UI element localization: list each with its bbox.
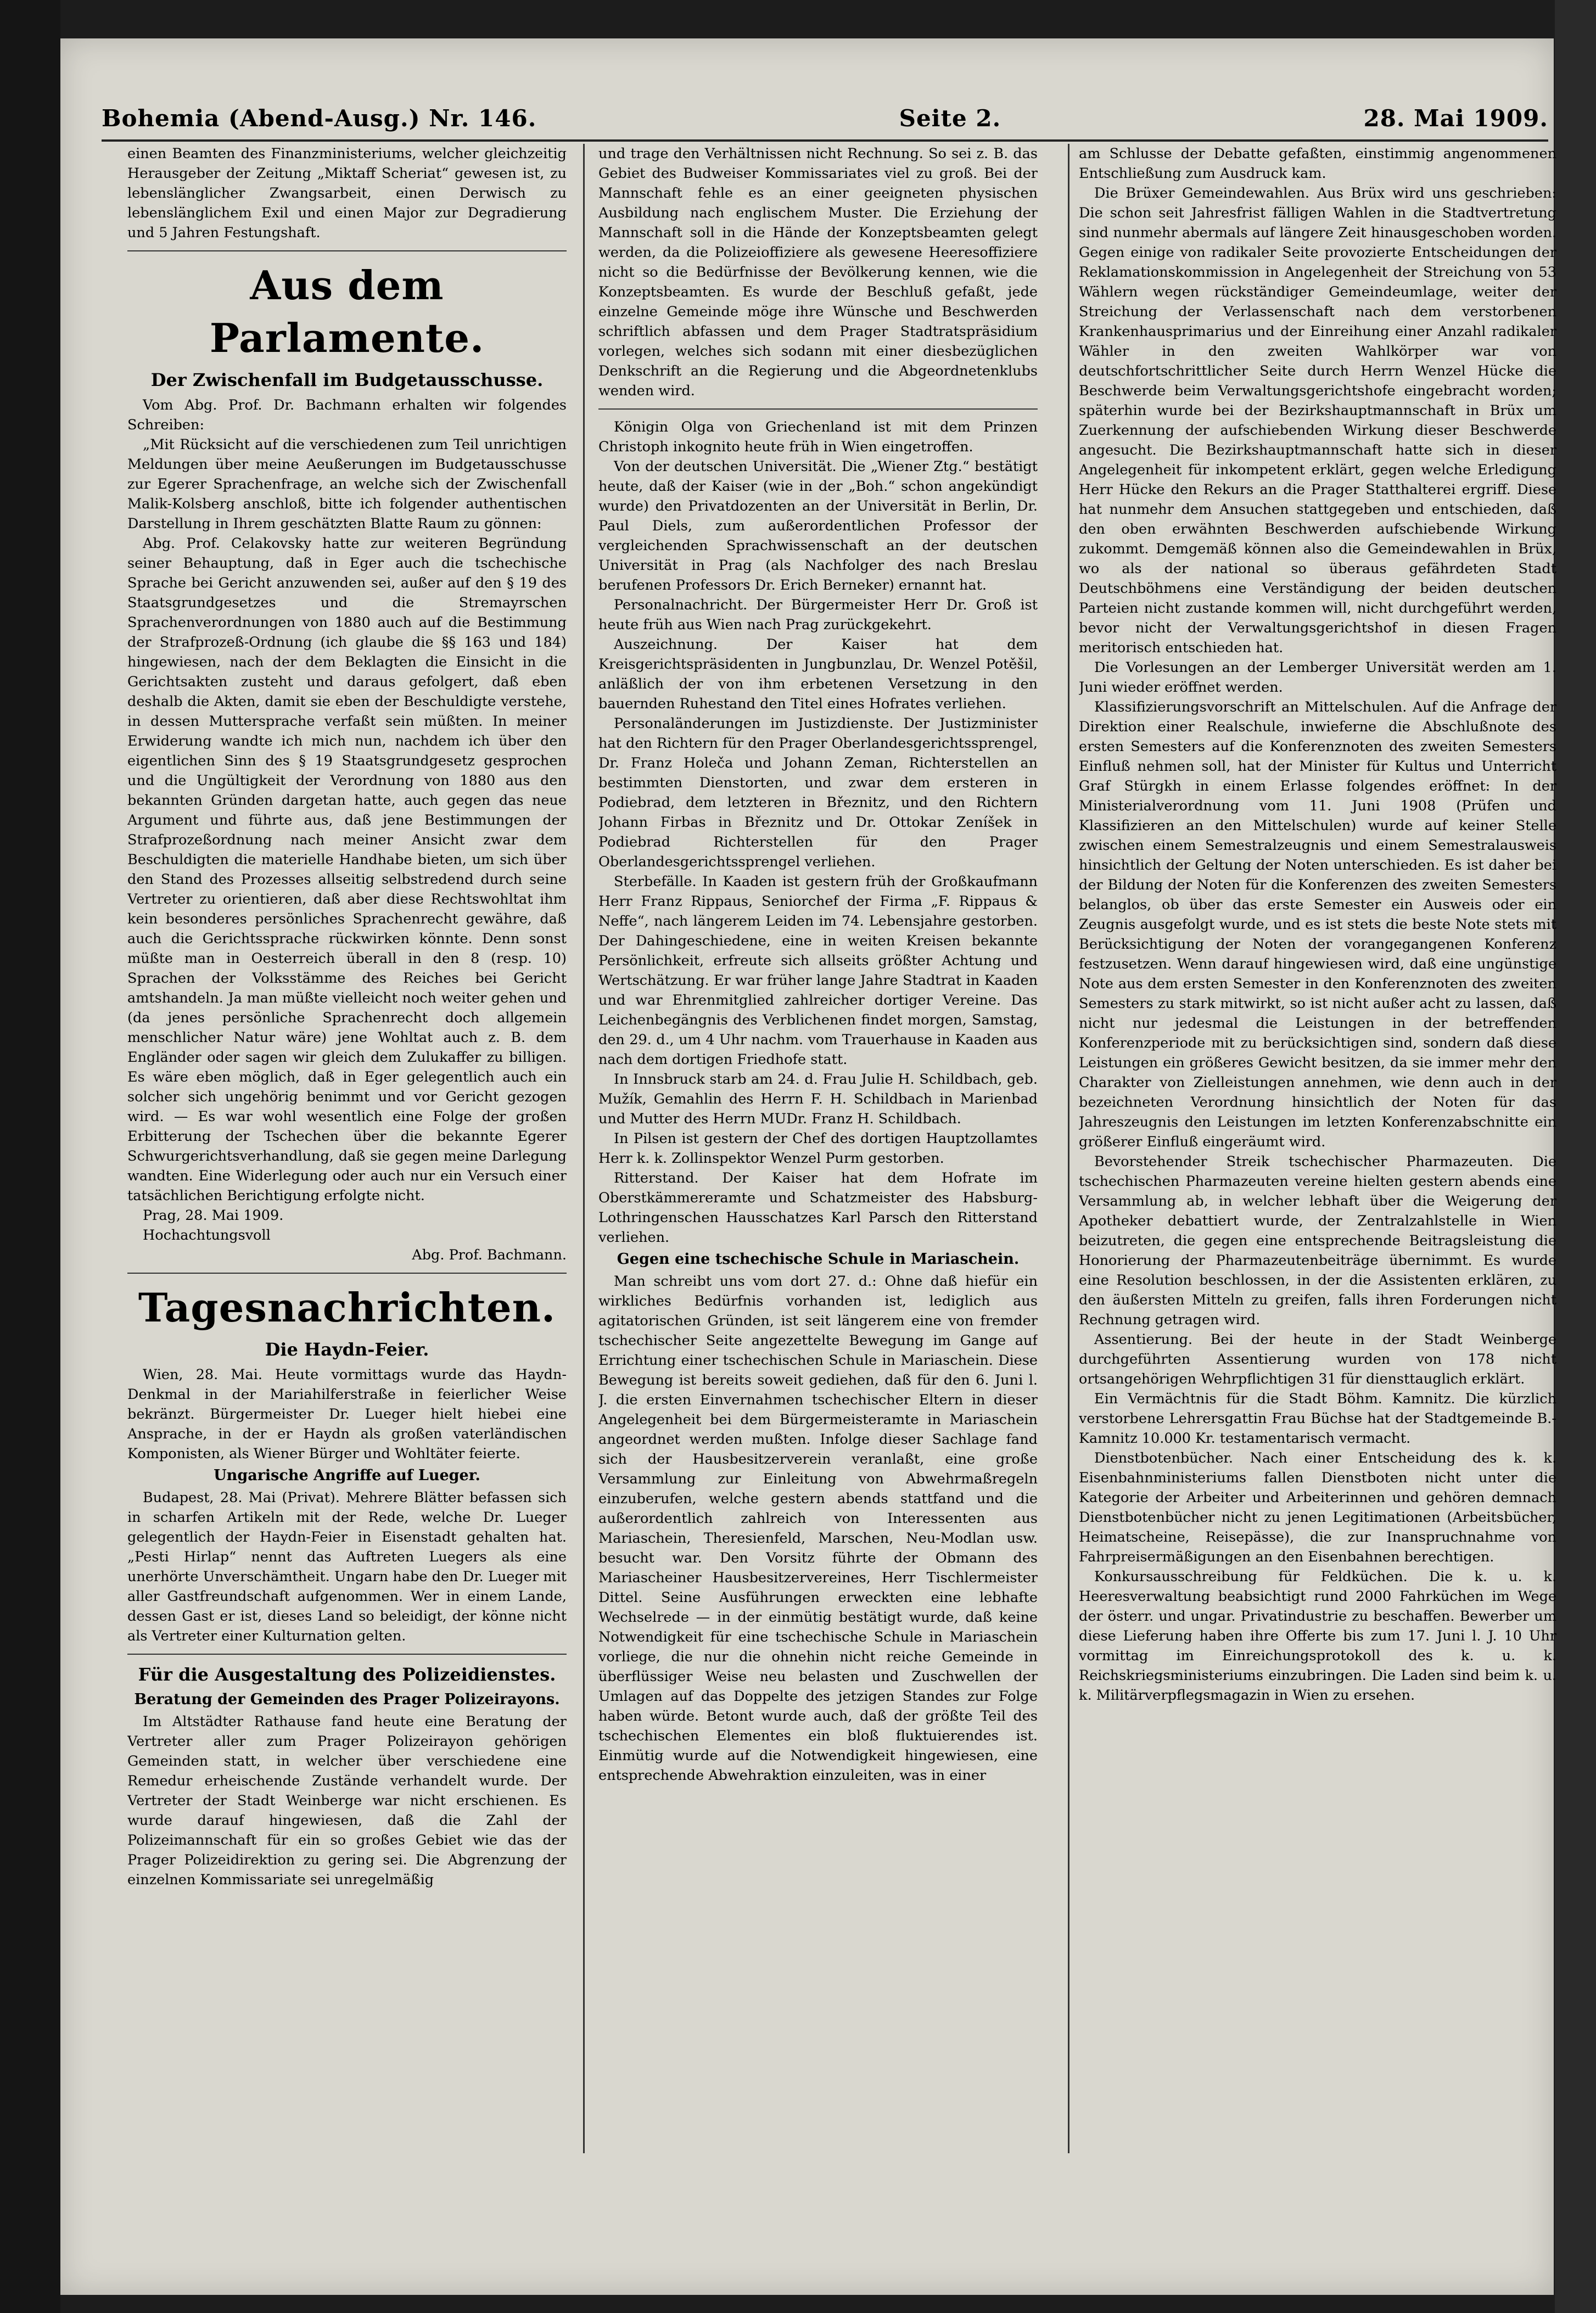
article-text: am Schlusse der Debatte gefaßten, einstimmig angenommenen Entschließung zum Ausdruck kam. — [1079, 145, 1556, 182]
column-rule-2 — [1068, 144, 1069, 2153]
article-text: und trage den Verhältnissen nicht Rechnung. So sei z. B. das Gebiet des Budweiser Kommissariates viel zu groß. Bei der Mannschaft fehle es an einer geeigneten physischen Ausbildung nach englischem Muster. Die Erziehung der Mannschaft soll in die Hände der Konzeptsbeamten gelegt werden, da die Polizeioffiziere als gewesene Heeresoffiziere nicht so die Bedürfnisse der Bevölkerung kennen, wie die Konzeptsbeamten. Es wurde der Beschluß gefaßt, jede einzelne Gemeinde möge ihre Wünsche und Beschwerden schriftlich abfassen und dem Prager Stadtratspräsidium vorlegen, welches sich sodann mit einer diesbezüglichen Denkschrift an die Regierung und die Abgeordnetenklubs wenden wird. — [598, 145, 1038, 399]
news-item: Klassifizierungsvorschrift an Mittelschulen. Auf die Anfrage der Direktion einer Realschule, inwieferne die Abschlußnote des ersten Semesters auf die Konferenznoten des zweiten Semesters Einfluß nehmen soll, hat der Minister für Kultus und Unterricht Graf Stürgkh in einem Erlasse folgendes eröffnet: In der Ministerialverordnung vom 11. Juni 1908 (Prüfen und Klassifizieren an den Mittelschulen) wurde auf keiner Stelle zwischen einem Semestralzeugnis und einem Semestralausweis hinsichtlich der Geltung der Noten unterschieden. Es ist daher bei der Bildung der Noten für die Konferenzen des zweiten Semesters belanglos, ob über das erste Semester ein Ausweis oder ein Zeugnis ausgefolgt wurde, und es ist stets die beste Note stets mit Berücksichtigung der Noten der vorangegangenen Konferenz festzusetzen. Wenn darauf hingewiesen wird, daß eine ungünstige Note aus dem ersten Semester in den Konferenznoten des zweiten Semesters zu stark mitwirkt, so ist nicht außer acht zu lassen, daß nicht nur jedesmal die Leistungen in der betreffenden Konferenzperiode mit zu berücksichtigen sind, sondern daß diese Leistungen ein größeres Gewicht besitzen, da sie immer mehr den Charakter von Zielleistungen annehmen, wie denn auch in der bezeichneten Verordnung hinsichtlich der Noten für das Jahreszeugnis den Leistungen im letzten Konferenzabschnitte ein größerer Einfluß eingeräumt wird. — [1079, 699, 1556, 1150]
news-item: Personaländerungen im Justizdienste. Der Justizminister hat den Richtern für den Prager Oberlandesgerichtssprengel, Dr. Franz Holeča und Johann Zeman, Richterstellen an bestimmten Dienstorten, und zwar dem ersteren in Podiebrad, dem letzteren in Březnitz, und den Richtern Johann Firbas in Březnitz und Dr. Ottokar Zeníšek in Podiebrad Richterstellen für den Prager Oberlandesgerichtssprengel verliehen. — [598, 715, 1038, 870]
page-header — [102, 99, 1548, 137]
article-text: Budapest, 28. Mai (Privat). Mehrere Blätter befassen sich in scharfen Artikeln mit der Rede, welche Dr. Lueger gelegentlich der Haydn-Feier in Eisenstadt gehalten hat. „Pesti Hirlap“ nennt das Auftreten Luegers als eine unerhörte Unverschämtheit. Ungarn habe den Dr. Lueger mit aller Gastfreundschaft aufgenommen. Wer in einem Lande, dessen Gast er ist, dieses Land so beleidigt, der könne nicht als Vertreter einer Kulturnation gelten. — [127, 1489, 567, 1644]
divider — [127, 250, 567, 251]
headline-haydn: Die Haydn-Feier. — [265, 1339, 429, 1360]
article-text: Wien, 28. Mai. Heute vormittags wurde das Haydn-Denkmal in der Mariahilferstraße in feierlicher Weise bekränzt. Bürgermeister Dr. Lueger hielt hiebei eine Ansprache, in der er Haydn als großen vaterländischen Komponisten, als Wiener Bürger und Wohltäter feierte. — [127, 1366, 567, 1462]
article-text: einen Beamten des Finanzministeriums, welcher gleichzeitig Herausgeber der Zeitung „Miktaff Scheriat“ gewesen ist, zu lebenslänglicher Zwangsarbeit, einen Derwisch zu lebenslänglichem Exil und einen Major zur Degradierung und 5 Jahren Festungshaft. — [127, 145, 567, 241]
divider — [598, 408, 1038, 410]
news-item: Assentierung. Bei der heute in der Stadt Weinberge durchgeführten Assentierung wurden von 178 nicht ortsangehörigen Wehrpflichtigen 31 für diensttauglich erklärt. — [1079, 1331, 1556, 1387]
subheadline-polizei: Beratung der Gemeinden des Prager Polizeirayons. — [134, 1691, 560, 1708]
news-item: In Pilsen ist gestern der Chef des dortigen Hauptzollamtes Herr k. k. Zollinspektor Wenzel Purm gestorben. — [598, 1130, 1038, 1167]
divider — [127, 1654, 567, 1655]
news-item: Ein Vermächtnis für die Stadt Böhm. Kamnitz. Die kürzlich verstorbene Lehrersgattin Frau Büchse hat der Stadtgemeinde B.-Kamnitz 10.000 Kr. testamentarisch vermacht. — [1079, 1391, 1556, 1447]
news-item: Die Brüxer Gemeindewahlen. Aus Brüx wird uns geschrieben: Die schon seit Jahresfrist fälligen Wahlen in die Stadtvertretung sind nunmehr abermals auf längere Zeit hinausgeschoben worden. Gegen einige von radikaler Seite provozierte Entscheidungen der Reklamationskommission in Angelegenheit der Streichung von 53 Wählern wegen rückständiger Gemeindeumlage, weiter der Streichung der Verlassenschaft nach dem verstorbenen Krankenhausprimarius und der Einreihung einer Anzahl radikaler Wähler in den zweiten Wahlkörper war von deutschfortschrittlicher Seite durch Herrn Wenzel Hücke die Beschwerde beim Verwaltungsgerichtshofe eingebracht worden; späterhin wurde bei der Bezirkshauptmannschaft in Brüx um Zuerkennung der aufschiebenden Wirkung dieser Beschwerde angesucht. Die Bezirkshauptmannschaft hatte sich in dieser Angelegenheit für inkompetent erklärt, gegen welche Erledigung Herr Hücke den Rekurs an die Prager Statthalterei ergriff. Diese hat nunmehr dem Ansuchen stattgegeben und entschieden, daß den oben erwähnten Beschwerden aufschiebende Wirkung zukommt. Demgemäß können also die Gemeindewahlen in Brüx, wo als der national so überaus gefährdeten Stadt Deutschböhmens eine Verständigung der beiden deutschen Parteien nicht zustande kommen will, nicht durchgeführt werden, bevor nicht der Verwaltungsgerichtshof in diesen Fragen meritorisch entschieden hat. — [1079, 185, 1556, 656]
column-3 — [1079, 144, 1556, 2164]
article-text: Im Altstädter Rathause fand heute eine Beratung der Vertreter aller zum Prager Polizeirayon gehörigen Gemeinden statt, in welcher über verschiedene eine Remedur erheischende Zustände verhandelt wurde. Der Vertreter der Stadt Weinberge war nicht erschienen. Es wurde darauf hingewiesen, daß die Zahl der Polizeimannschaft für ein so großes Gebiet wie das der Prager Polizeidirektion zu gering sei. Die Abgrenzung der einzelnen Kommissariate sei unregelmäßig — [127, 1713, 567, 1888]
signature: Abg. Prof. Bachmann. — [412, 1247, 567, 1263]
news-item: In Innsbruck starb am 24. d. Frau Julie H. Schildbach, geb. Mužík, Gemahlin des Herrn F. H. Schildbach in Marienbad und Mutter des Herrn MUDr. Franz H. Schildbach. — [598, 1071, 1038, 1127]
closing: Hochachtungsvoll — [143, 1227, 271, 1244]
news-item: Auszeichnung. Der Kaiser hat dem Kreisgerichtspräsidenten in Jungbunzlau, Dr. Wenzel Potěšil, anläßlich der von ihm erbetenen Versetzung in den bauernden Ruhestand den Titel eines Hofrates verliehen. — [598, 636, 1038, 712]
column-2 — [598, 144, 1038, 2164]
article-text: Abg. Prof. Celakovsky hatte zur weiteren Begründung seiner Behauptung, daß in Eger auch die tschechische Sprache bei Gericht anzuwenden sei, außer auf den § 19 des Staatsgrundgesetzes und die Stremayrschen Sprachenverordnungen von 1880 auch auf die Bestimmung der Strafprozeß-Ordnung (ich glaube die §§ 163 und 184) hingewiesen, nach der dem Beklagten die Einsicht in die Gerichtsakten zusteht und daraus gefolgert, daß eben deshalb die Akten, damit sie eben der Beschuldigte verstehe, in dessen Muttersprache verfaßt sein müßten. In meiner Erwiderung wandte ich mich nun, nachdem ich über den eigentlichen Sinn des § 19 Staatsgrundgesetz gesprochen und die Ungültigkeit der Verordnung von 1880 aus den bekannten Gründen dargetan hatte, auch gegen das neue Argument und führte aus, daß jene Bestimmungen der Strafprozeßordnung nach meiner Ansicht zwar dem Beschuldigten die materielle Handhabe bieten, um sich über den Stand des Prozesses allseitig selbstredend durch seine Vertreter zu orientieren, daß aber diese Rechtswohltat ihm kein besonderes persönliches Sprachenrecht gewähre, daß auch die Gerichtssprache rückwirken könnte. Denn sonst müßte man in Oesterreich überall in den 8 (resp. 10) Sprachen der Volksstämme des Reiches bei Gericht amtshandeln. Ja man müßte vielleicht noch weiter gehen und (da jenes persönliche Sprachenrecht doch allgemein menschlicher Natur wäre) jene Wohltat auch z. B. dem Engländer oder sagen wir gleich dem Zulukaffer zu billigen. Es wäre eben möglich, daß in Eger gelegentlich auch ein solcher sich ungehörig benimmt und vor Gericht gezogen wird. — Es war wohl wesentlich eine Folge der großen Erbitterung der Tschechen über die bekannte Egerer Schwurgerichtsverhandlung, daß sie gegen meine Darlegung wandten. Eine Widerlegung oder auch nur ein Versuch einer tatsächlichen Berichtigung erfolgte nicht. — [127, 535, 567, 1204]
section-heading-tagesnachrichten: Tagesnachrichten. — [138, 1284, 556, 1331]
news-item: Ritterstand. Der Kaiser hat dem Hofrate im Oberstkämmereramte und Schatzmeister des Habsburg-Lothringenschen Hausschatzes Karl Parsch den Ritterstand verliehen. — [598, 1170, 1038, 1246]
header-date: 28. Mai 1909. — [1363, 104, 1548, 132]
news-item: Bevorstehender Streik tschechischer Pharmazeuten. Die tschechischen Pharmazeuten vereine hielten gestern abends eine Versammlung ab, in welcher lebhaft über die Weigerung der Apotheker debattiert wurde, der Zentralzahlstelle in Wien beizutreten, die gegen eine entsprechende Beitragsleistung die Honorierung der Pharmazeutenbeiträge übernimmt. Es wurde eine Resolution beschlossen, in der die Assistenten erklären, zu den äußersten Mitteln zu greifen, falls ihren Forderungen nicht Rechnung getragen wird. — [1079, 1153, 1556, 1328]
news-item: Konkursausschreibung für Feldküchen. Die k. u. k. Heeresverwaltung beabsichtigt rund 2000 Fahrküchen im Wege der österr. und ungar. Privatindustrie zu beschaffen. Bewerber um diese Lieferung haben ihre Offerte bis zum 17. Juni l. J. 10 Uhr vormittag im Einreichungsprotokoll des k. u. k. Reichskriegsministeriums einzubringen. Die Laden sind beim k. u. k. Militärverpflegsmagazin in Wien zu ersehen. — [1079, 1569, 1556, 1704]
section-heading-parlament: Aus dem Parlamente. — [209, 262, 485, 361]
news-item: Personalnachricht. Der Bürgermeister Herr Dr. Groß ist heute früh aus Wien nach Prag zurückgekehrt. — [598, 597, 1038, 633]
header-page-number: Seite 2. — [899, 104, 1001, 132]
column-1 — [127, 144, 567, 2164]
news-item: Sterbefälle. In Kaaden ist gestern früh der Großkaufmann Herr Franz Rippaus, Seniorchef der Firma „F. Rippaus & Neffe“, nach längerem Leiden im 74. Lebensjahre gestorben. Der Dahingeschiedene, eine in weiten Kreisen bekannte Persönlichkeit, erfreute sich allseits größter Achtung und Wertschätzung. Er war früher lange Jahre Stadtrat in Kaaden und war Ehrenmitglied zahlreicher dortiger Vereine. Das Leichenbegängnis des Verblichenen findet morgen, Samstag, den 29. d., um 4 Uhr nachm. vom Trauerhause in Kaaden aus nach dem dortigen Friedhofe statt. — [598, 873, 1038, 1068]
article-text: Vom Abg. Prof. Dr. Bachmann erhalten wir folgendes Schreiben: — [127, 397, 567, 433]
header-publication: Bohemia (Abend-Ausg.) Nr. 146. — [102, 104, 537, 132]
scan-margin-left — [0, 0, 60, 2313]
scan-margin-right — [1555, 0, 1596, 2313]
news-item: Man schreibt uns vom dort 27. d.: Ohne daß hiefür ein wirkliches Bedürfnis vorhanden ist, lediglich aus agitatorischen Gründen, ist seit längerem eine von fremder tschechischer Seite angezettelte Bewegung im Gange auf Errichtung einer tschechischen Schule in Mariaschein. Diese Bewegung ist bereits soweit gediehen, daß für den 6. Juni l. J. die ersten Einvernahmen tschechischer Eltern in dieser Angelegenheit bei dem Bürgermeisteramte in Mariaschein angeordnet werden mußten. Infolge dieser Sachlage fand sich der Hausbesitzerverein veranlaßt, eine große Versammlung zur Einleitung von Abwehrmaßregeln einzuberufen, welche gestern abends stattfand und die außerordentlich zahlreich von Interessenten aus Mariaschein, Theresienfeld, Marschen, Neu-Modlan usw. besucht war. Den Vorsitz führte der Obmann des Mariascheiner Hausbesitzervereines, Herr Tischlermeister Dittel. Seine Ausführungen erweckten eine lebhafte Wechselrede — in der einmütig bestätigt wurde, daß keine Notwendigkeit für eine tschechische Schule in Mariaschein vorliege, die nur die ohnehin nicht reiche Gemeinde in überflüssiger Weise neu belasten und Zuschwellen der Umlagen auf das Doppelte des jetzigen Standes zur Folge haben würde. Betont wurde auch, daß der größte Teil des tschechischen Elementes ein bloß fluktuierendes ist. Einmütig wurde auf die Notwendigkeit hingewiesen, eine entsprechende Abwehraktion einzuleiten, was in einer — [598, 1273, 1038, 1784]
headline-schule: Gegen eine tschechische Schule in Mariaschein. — [617, 1251, 1020, 1268]
news-item: Königin Olga von Griechenland ist mit dem Prinzen Christoph inkognito heute früh in Wien eingetroffen. — [598, 419, 1038, 455]
divider — [127, 1273, 567, 1274]
dateline: Prag, 28. Mai 1909. — [143, 1207, 284, 1224]
headline-zwischenfall: Der Zwischenfall im Budgetausschusse. — [150, 369, 544, 390]
column-rule-1 — [583, 144, 585, 2153]
header-rule — [102, 139, 1548, 142]
news-item: Von der deutschen Universität. Die „Wiener Ztg.“ bestätigt heute, daß der Kaiser (wie in der „Boh.“ schon angekündigt wurde) den Privatdozenten an der Universität in Berlin, Dr. Paul Diels, zum außerordentlichen Professor der vergleichenden Sprachwissenschaft an der deutschen Universität in Prag (als Nachfolger des nach Breslau berufenen Professors Dr. Erich Berneker) ernannt hat. — [598, 458, 1038, 593]
news-item: Dienstbotenbücher. Nach einer Entscheidung des k. k. Eisenbahnministeriums fallen Dienstboten nicht unter die Kategorie der Arbeiter und Arbeiterinnen und gehören demnach Dienstbotenbücher nicht zu jenen Legitimationen (Arbeitsbücher, Heimatscheine, Reisepässe), die zur Inanspruchnahme von Fahrpreisermäßigungen an den Eisenbahnen berechtigen. — [1079, 1450, 1556, 1565]
headline-ungarische: Ungarische Angriffe auf Lueger. — [214, 1467, 480, 1484]
headline-polizei: Für die Ausgestaltung des Polizeidienstes. — [138, 1664, 556, 1685]
article-text: „Mit Rücksicht auf die verschiedenen zum Teil unrichtigen Meldungen über meine Aeußerungen im Budgetausschusse zur Egerer Sprachenfrage, an welche sich der Zwischenfall Malik-Kolsberg anschloß, bitte ich folgender authentischen Darstellung in Ihrem geschätzten Blatte Raum zu gönnen: — [127, 436, 567, 532]
news-item: Die Vorlesungen an der Lemberger Universität werden am 1. Juni wieder eröffnet werden. — [1079, 659, 1556, 696]
